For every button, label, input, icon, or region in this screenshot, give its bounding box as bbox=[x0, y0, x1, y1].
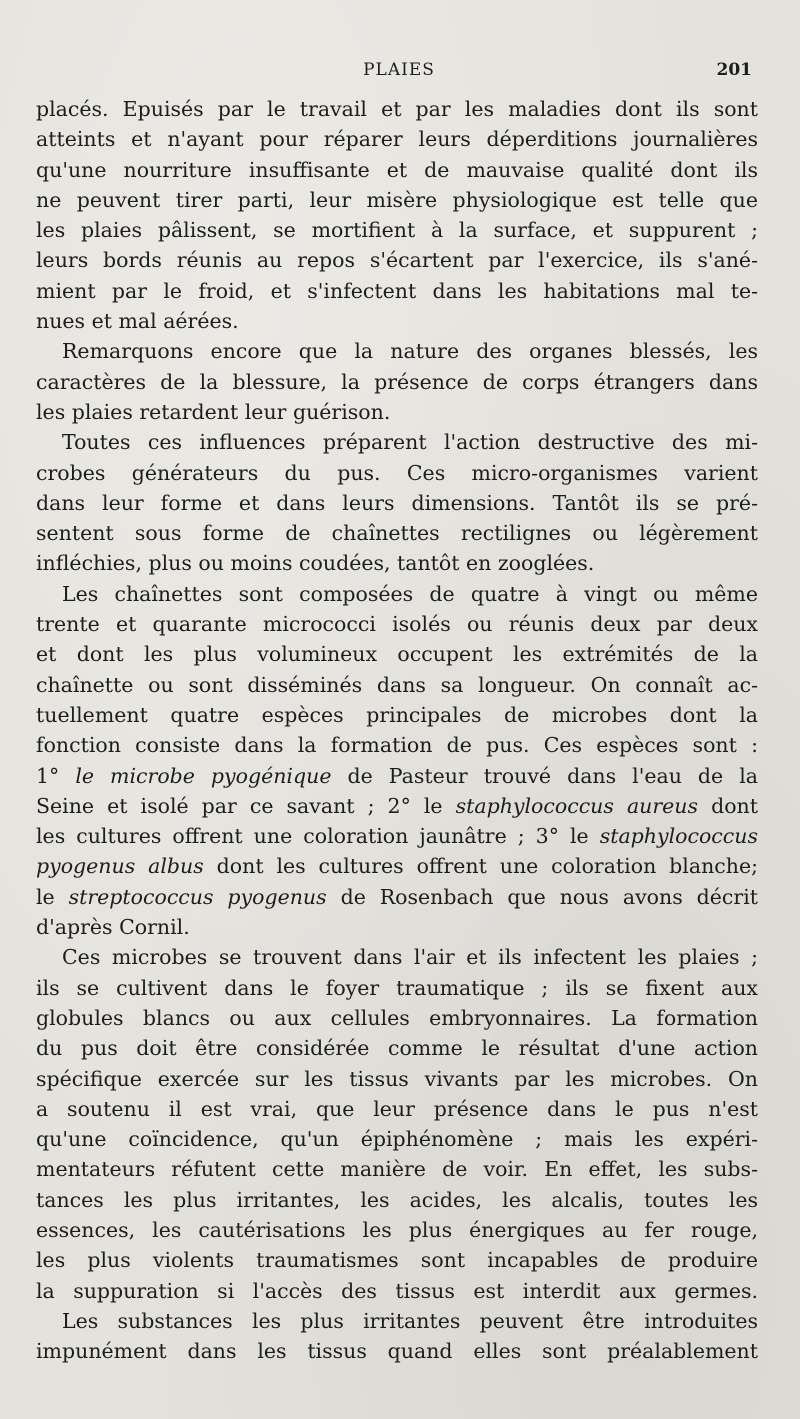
text-segment: les plus violents traumatismes sont incapables de produire bbox=[36, 1248, 758, 1273]
page-number: 201 bbox=[716, 60, 752, 80]
text-line bbox=[36, 1124, 758, 1154]
text-segment: chaînette ou sont disséminés dans sa longueur. On connaît ac- bbox=[36, 672, 758, 697]
text-line bbox=[36, 912, 758, 942]
text-line bbox=[36, 761, 758, 791]
page-header bbox=[40, 60, 758, 86]
text-segment: crobes générateurs du pus. Ces micro-organismes varient bbox=[36, 460, 758, 485]
text-segment: 1° bbox=[36, 763, 76, 788]
text-segment: du pus doit être considérée comme le résultat d'une action bbox=[36, 1036, 758, 1061]
text-line bbox=[36, 488, 758, 518]
text-line bbox=[36, 124, 758, 154]
text-line bbox=[36, 1033, 758, 1063]
text-segment: les plaies retardent leur guérison. bbox=[36, 399, 391, 424]
text-segment: Les substances les plus irritantes peuvent être introduites bbox=[62, 1308, 758, 1333]
text-line bbox=[36, 1336, 758, 1366]
text-line bbox=[36, 882, 758, 912]
text-segment: Les chaînettes sont composées de quatre à vingt ou même bbox=[62, 581, 758, 606]
text-segment: caractères de la blessure, la présence de corps étrangers dans bbox=[36, 369, 758, 394]
text-segment: essences, les cautérisations les plus énergiques au fer rouge, bbox=[36, 1217, 758, 1242]
text-segment: d'après Cornil. bbox=[36, 915, 190, 940]
text-line bbox=[36, 367, 758, 397]
text-segment: et dont les plus volumineux occupent les extrémités de la bbox=[36, 642, 758, 667]
text-line bbox=[36, 942, 758, 972]
text-segment: de Rosenbach que nous avons décrit bbox=[326, 884, 758, 909]
text-line bbox=[36, 94, 758, 124]
text-line bbox=[36, 427, 758, 457]
italic-text: streptococcus pyogenus bbox=[68, 884, 327, 909]
text-segment: tances les plus irritantes, les acides, les alcalis, toutes les bbox=[36, 1187, 758, 1212]
text-segment: ils se cultivent dans le foyer traumatique ; ils se fixent aux bbox=[36, 975, 758, 1000]
text-line bbox=[36, 548, 758, 578]
text-line bbox=[36, 700, 758, 730]
text-segment: atteints et n'ayant pour réparer leurs déperditions journalières bbox=[36, 127, 758, 152]
text-segment: impunément dans les tissus quand elles sont préalablement bbox=[36, 1339, 758, 1364]
text-line bbox=[36, 276, 758, 306]
text-segment: fonction consiste dans la formation de pus. Ces espèces sont : bbox=[36, 733, 758, 758]
text-line bbox=[36, 336, 758, 366]
text-segment: les cultures offrent une coloration jaunâtre ; 3° le bbox=[36, 824, 600, 849]
text-line bbox=[36, 1094, 758, 1124]
text-line bbox=[36, 579, 758, 609]
text-segment: spécifique exercée sur les tissus vivants par les microbes. On bbox=[36, 1066, 758, 1091]
body-text bbox=[36, 94, 758, 1366]
text-segment: a soutenu il est vrai, que leur présence dans le pus n'est bbox=[36, 1096, 758, 1121]
text-segment: qu'une coïncidence, qu'un épiphénomène ; mais les expéri- bbox=[36, 1127, 758, 1152]
text-line bbox=[36, 1185, 758, 1215]
text-segment: ne peuvent tirer parti, leur misère physiologique est telle que bbox=[36, 187, 758, 212]
text-line bbox=[36, 215, 758, 245]
text-line bbox=[36, 609, 758, 639]
text-line bbox=[36, 1245, 758, 1275]
text-line bbox=[36, 1064, 758, 1094]
text-segment: dont les cultures offrent une coloration blanche; bbox=[203, 854, 758, 879]
text-segment: mentateurs réfutent cette manière de voir. En effet, les subs- bbox=[36, 1157, 758, 1182]
text-line bbox=[36, 397, 758, 427]
text-segment: les plaies pâlissent, se mortifient à la surface, et suppurent ; bbox=[36, 218, 758, 243]
text-segment: nues et mal aérées. bbox=[36, 309, 239, 334]
text-line bbox=[36, 1154, 758, 1184]
text-line bbox=[36, 306, 758, 336]
text-segment: sentent sous forme de chaînettes rectilignes ou légèrement bbox=[36, 521, 758, 546]
text-line bbox=[36, 851, 758, 881]
italic-text: staphylococcus aureus bbox=[455, 793, 699, 818]
text-segment: leurs bords réunis au repos s'écartent par l'exercice, ils s'ané- bbox=[36, 248, 758, 273]
text-line bbox=[36, 1276, 758, 1306]
running-head: PLAIES bbox=[363, 60, 435, 80]
text-segment: globules blancs ou aux cellules embryonnaires. La formation bbox=[36, 1005, 758, 1030]
text-line bbox=[36, 730, 758, 760]
text-line bbox=[36, 518, 758, 548]
text-line bbox=[36, 1003, 758, 1033]
text-line bbox=[36, 973, 758, 1003]
text-segment: la suppuration si l'accès des tissus est interdit aux germes. bbox=[36, 1278, 758, 1303]
text-line bbox=[36, 821, 758, 851]
text-segment: qu'une nourriture insuffisante et de mauvaise qualité dont ils bbox=[36, 157, 758, 182]
text-line bbox=[36, 639, 758, 669]
text-segment: le bbox=[36, 884, 69, 909]
text-segment: dont bbox=[698, 793, 758, 818]
text-line bbox=[36, 458, 758, 488]
text-segment: Remarquons encore que la nature des organes blessés, les bbox=[62, 339, 758, 364]
text-line bbox=[36, 1306, 758, 1336]
text-segment: placés. Epuisés par le travail et par les maladies dont ils sont bbox=[36, 97, 758, 121]
text-segment: infléchies, plus ou moins coudées, tantôt en zooglées. bbox=[36, 551, 595, 576]
text-segment: tuellement quatre espèces principales de microbes dont la bbox=[36, 702, 758, 727]
text-line bbox=[36, 245, 758, 275]
text-segment: de Pasteur trouvé dans l'eau de la bbox=[331, 763, 758, 788]
text-segment: Seine et isolé par ce savant ; 2° le bbox=[36, 793, 456, 818]
text-segment: Ces microbes se trouvent dans l'air et ils infectent les plaies ; bbox=[62, 945, 758, 970]
text-segment: dans leur forme et dans leurs dimensions. Tantôt ils se pré- bbox=[36, 490, 758, 515]
text-segment: Toutes ces influences préparent l'action destructive des mi- bbox=[62, 430, 758, 455]
text-line bbox=[36, 155, 758, 185]
text-line bbox=[36, 1215, 758, 1245]
italic-text: staphylococcus bbox=[599, 824, 758, 849]
text-line bbox=[36, 670, 758, 700]
italic-text: le microbe pyogénique bbox=[75, 763, 332, 788]
italic-text: pyogenus albus bbox=[36, 854, 204, 879]
text-segment: mient par le froid, et s'infectent dans les habitations mal te- bbox=[36, 278, 758, 303]
text-line bbox=[36, 185, 758, 215]
text-segment: trente et quarante micrococci isolés ou réunis deux par deux bbox=[36, 612, 758, 637]
text-line bbox=[36, 791, 758, 821]
